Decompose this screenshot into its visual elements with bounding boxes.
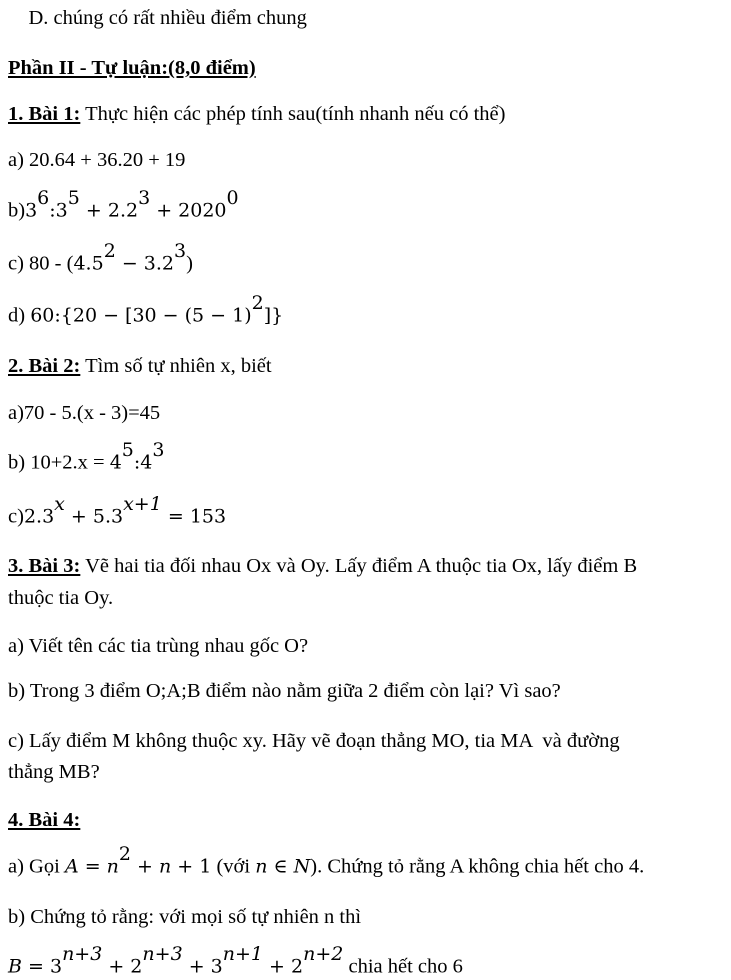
text-segment: chia hết cho 6 [343,955,463,978]
text-segment: ∈ [267,855,294,878]
superscript: 2 [118,843,132,865]
text-line [8,905,361,929]
text-segment: ]} [263,304,284,327]
text-segment: 4 [109,451,122,474]
text-line [8,148,185,172]
text-segment: N [293,855,311,878]
text-segment: thuộc tia Oy. [8,587,114,609]
section-heading: Phần II - Tự luận:(8,0 điểm) [8,57,256,79]
superscript: n+3 [142,943,183,965]
superscript: 5 [67,187,80,209]
text-segment: c) [8,505,24,528]
text-segment: b) Trong 3 điểm O;A;B điểm nào nằm giữa 2 điểm còn lại? Vì sao? [8,680,561,702]
text-line [8,6,307,30]
text-segment: thẳng MB? [8,761,100,783]
text-line [8,943,463,978]
text-segment: a) 20.64 + 36.20 + 19 [8,149,186,171]
text-segment: Vẽ hai tia đối nhau Ox và Oy. Lấy điểm A thuộc tia Ox, lấy điểm B [80,555,638,577]
text-segment: + 2020 [150,199,227,222]
superscript: n+3 [62,943,103,965]
superscript: n+2 [303,943,344,965]
text-line [8,439,165,474]
superscript: 3 [138,187,151,209]
superscript: 5 [121,439,134,461]
text-line [8,56,256,80]
text-segment: + 2.2 [79,199,139,222]
text-segment: b) [8,199,26,222]
text-line [8,729,620,753]
superscript: 0 [226,187,239,209]
text-segment: + 5.3 [64,505,124,528]
text-segment: + 2 [102,955,143,978]
text-line [8,292,284,327]
text-segment: :4 [133,451,153,474]
text-segment: B [8,955,22,978]
superscript: x+1 [123,493,162,515]
text-line [8,187,239,222]
text-segment: c) 80 - ( [8,252,74,275]
text-segment: + 3 [182,955,223,978]
text-segment: D. chúng có rất nhiều điểm chung [8,7,307,29]
section-heading: 1. Bài 1: [8,103,81,125]
text-segment: n [159,855,172,878]
text-segment: Thực hiện các phép tính sau(tính nhanh nếu có thể) [80,103,506,125]
text-segment: n [255,855,268,878]
superscript: 6 [37,187,50,209]
section-heading: 3. Bài 3: [8,555,81,577]
text-segment: ) [186,252,193,275]
superscript: 2 [103,240,116,262]
text-segment: + 2 [263,955,304,978]
text-segment: c) Lấy điểm M không thuộc xy. Hãy vẽ đoạn thẳng MO, tia MA và đường [8,730,620,752]
text-line [8,586,113,610]
text-segment: = 153 [161,505,227,528]
text-segment: + 1 [171,855,212,878]
text-line [8,808,80,832]
superscript: n+1 [222,943,263,965]
superscript: 2 [251,292,264,314]
text-segment: b) Chứng tỏ rằng: với mọi số tự nhiên n thì [8,906,362,928]
text-segment: n [106,855,119,878]
text-segment: :3 [49,199,68,222]
section-heading: 2. Bài 2: [8,355,81,377]
text-line [8,102,505,126]
text-line [8,401,160,425]
superscript: 3 [152,439,165,461]
text-segment: = 3 [21,955,63,978]
text-line [8,240,193,275]
text-line [8,843,645,878]
text-segment: a) Viết tên các tia trùng nhau gốc O? [8,635,309,657]
text-segment: 3 [25,199,38,222]
text-segment: + [131,855,160,878]
superscript: 3 [174,240,187,262]
text-segment: = [78,855,107,878]
text-segment: (với [211,855,256,878]
text-segment: 60:{20 − [30 − (5 − 1) [30,304,252,327]
text-segment: 2.3 [23,505,55,528]
text-line [8,493,227,528]
text-segment: Tìm số tự nhiên x, biết [80,355,272,377]
text-line [8,634,308,658]
text-segment: a) Gọi [8,855,65,878]
text-segment: a)70 - 5.(x - 3)=45 [8,402,161,424]
text-line [8,760,100,784]
text-segment: b) 10+2.x = [8,451,110,474]
text-segment: A [64,855,79,878]
superscript: x [54,493,65,515]
text-segment: − 3.2 [115,252,174,275]
section-heading: 4. Bài 4: [8,809,81,831]
text-segment: d) [8,304,31,327]
text-line [8,554,637,578]
text-segment: ). Chứng tỏ rằng A không chia hết cho 4. [310,855,645,878]
text-segment: 4.5 [73,252,104,275]
text-line [8,354,272,378]
text-line [8,679,561,703]
